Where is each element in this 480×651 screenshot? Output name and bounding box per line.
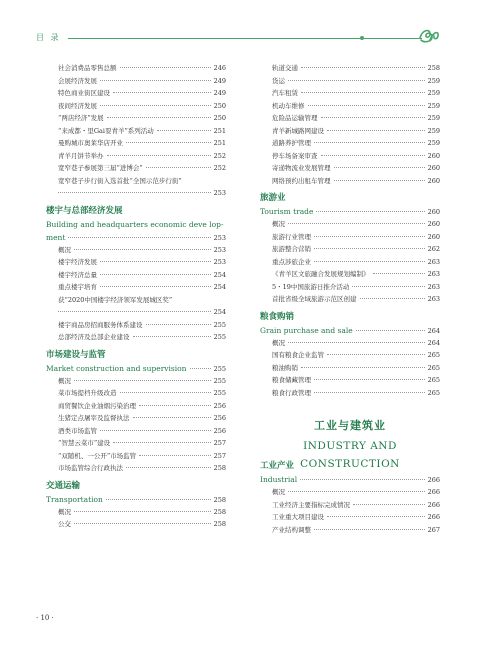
toc-entry[interactable] [46,425,226,438]
toc-entry[interactable] [260,387,440,400]
toc-leader [126,142,211,143]
toc-entry-page: 260 [427,232,440,241]
toc-entry-page: 259 [427,139,440,147]
toc-entry-title: “双随机、一公开”市场监管 [58,451,137,460]
toc-entry-title: 概况 [272,488,285,496]
toc-entry[interactable] [260,243,440,256]
toc-leader [356,330,425,331]
toc-leader [314,529,425,530]
toc-entry-title: 粮食行政管理 [272,388,311,397]
toc-entry-title: 概况 [58,376,71,385]
toc-leader [146,167,211,168]
toc-entry-page: 250 [213,114,226,122]
toc-leader [74,380,211,381]
toc-leader [321,117,425,118]
toc-entry[interactable] [46,319,226,332]
toc-leader [107,155,211,156]
toc-entry-page: 257 [213,451,226,460]
toc-left-column [46,62,226,531]
toc-entry[interactable] [260,112,440,125]
toc-entry-page: 255 [213,376,226,385]
toc-entry-title: 概况 [58,245,71,254]
toc-entry-title: 汽车租赁 [272,89,298,97]
toc-entry-page: 246 [213,64,226,72]
toc-entry[interactable] [46,462,226,475]
toc-leader [100,286,211,287]
toc-leader [68,237,210,238]
toc-entry-title: 《青羊区文旅融合发展规划编制》 [272,270,370,278]
toc-entry-page: 260 [427,176,440,185]
toc-entry[interactable] [260,499,440,512]
page-number: · 10 · [36,614,54,622]
toc-entry-page: 266 [427,513,440,521]
toc-entry[interactable] [46,112,226,125]
toc-entry-title: 获“2020中国楼宇经济领军发展城区奖” [58,295,173,304]
toc-entry-page: 259 [427,101,440,110]
toc-leader [360,298,425,299]
toc-entry-page: 255 [213,320,226,329]
toc-entry-title: 宽窄巷子步行街入选首批“全国示范步行街” [58,176,182,185]
toc-entry-title: 首批省级全域旅游示范区创建 [272,295,357,303]
toc-leader [314,261,425,262]
section-title-en[interactable] [260,324,440,337]
toc-leader [316,211,424,212]
header-rule [68,38,422,39]
toc-entry-page: 256 [213,414,226,422]
toc-leader [107,117,211,118]
toc-entry[interactable] [46,75,226,88]
toc-entry-page: 251 [213,126,226,135]
toc-leader [146,324,211,325]
toc-entry[interactable] [260,486,440,499]
toc-entry-page: 259 [427,89,440,97]
toc-leader [113,442,210,443]
toc-entry-title: 机动车维修 [272,101,305,110]
toc-entry-title: 市场监管综合行政执法 [58,464,123,472]
toc-entry-title: 楼宇商品房招商服务体系建设 [58,320,143,329]
toc-leader [373,273,425,274]
toc-entry-page: 258 [213,495,226,504]
section-title-en-text: Tourism trade [260,207,314,216]
toc-entry-page: 251 [213,139,226,147]
toc-entry[interactable] [46,175,226,188]
toc-leader [321,155,425,156]
toc-leader [58,311,211,312]
toc-entry-title: 酒类市场监管 [58,426,97,435]
toc-leader [314,392,425,393]
toc-entry[interactable] [46,87,226,100]
section-title-en[interactable] [260,473,440,486]
toc-entry-page: 252 [213,151,226,160]
toc-entry-page: 259 [427,126,440,135]
toc-right-column [260,62,440,536]
toc-entry-title: 重点楼宇培育 [58,283,97,291]
toc-leader [314,379,425,380]
toc-entry-page: 259 [427,76,440,85]
toc-entry[interactable] [46,269,226,282]
toc-entry-page: 264 [427,338,440,347]
toc-entry-title: 工业重大项目建设 [272,513,324,521]
toc-entry-title: 特色商业街区建设 [58,89,110,97]
toc-entry[interactable] [46,294,226,307]
toc-leader [301,67,425,68]
toc-entry-page: 255 [213,389,226,397]
toc-entry[interactable] [260,218,440,231]
toc-entry-page: 262 [427,245,440,253]
toc-entry-continuation[interactable] [46,306,226,319]
toc-entry-page: 258 [213,507,226,516]
toc-entry-page: 263 [427,270,440,278]
toc-entry-page: 263 [427,257,440,266]
toc-entry[interactable] [260,175,440,188]
toc-entry-page: 266 [427,476,440,484]
toc-leader [352,286,424,287]
toc-entry[interactable] [260,524,440,537]
toc-entry-title: 曼购城市奥莱华店开业 [58,139,123,147]
toc-leader [100,430,211,431]
toc-entry[interactable] [46,62,226,75]
section-title-cn: 市场建设与监管 [46,349,106,360]
toc-entry-title: “来成都・里Gai耍青羊”系列活动 [58,126,154,135]
toc-entry-title: 国有粮食企业监管 [272,351,324,359]
toc-entry-title: 青羊月饼节举办 [58,151,104,160]
toc-entry[interactable] [46,518,226,531]
part-title-en: INDUSTRY AND CONSTRUCTION [300,440,400,470]
header-label: 目 录 [36,33,61,42]
toc-entry[interactable] [260,231,440,244]
toc-leader [288,80,425,81]
toc-entry[interactable] [260,293,440,306]
toc-entry-page: 263 [427,282,440,291]
toc-entry-title: 菜市场提档升级改造 [58,389,117,397]
toc-entry-title: 粮油购销 [272,363,298,372]
section-title-en-text: Grain purchase and sale [260,325,353,335]
toc-entry-page: 253 [213,233,226,242]
toc-entry-page: 258 [213,520,226,528]
toc-entry[interactable] [260,75,440,88]
section-title-en[interactable] [46,493,226,506]
toc-leader [314,236,425,237]
toc-leader [314,248,425,249]
toc-entry[interactable] [46,450,226,463]
toc-entry-title: 粮食储藏管理 [272,376,311,384]
toc-leader [334,167,425,168]
section-title-cn: 交通运输 [46,480,81,491]
toc-entry-title: 旅游行业管理 [272,232,311,241]
toc-entry-title: 总部经济及总部企业建设 [58,333,130,341]
toc-entry-page: 254 [213,308,226,316]
toc-entry-page: 256 [213,401,226,410]
toc-entry-title: 楼宇经济总量 [58,270,97,279]
toc-entry-title: 社会消费品零售总额 [58,64,117,72]
toc-entry[interactable] [260,87,440,100]
section-title-cn: 粮食购销 [260,311,295,322]
toc-entry-page: 265 [427,363,440,372]
toc-entry[interactable] [46,281,226,294]
toc-leader [74,523,211,524]
toc-leader [74,249,211,250]
toc-entry-title: 概况 [272,220,285,228]
toc-entry-title: 概况 [58,507,71,516]
section-title-en-text: Market construction and supervision [46,363,187,373]
toc-entry-page: 260 [427,164,440,172]
section-title-en-text: Building and headquarters economic deve lop- [46,219,224,229]
toc-leader [288,342,425,343]
toc-leader [288,491,425,492]
toc-entry-page: 255 [213,364,226,373]
toc-entry-title: 产业结构调整 [272,525,311,534]
toc-entry[interactable] [260,281,440,294]
toc-leader [301,92,425,93]
section-title-en[interactable] [46,218,226,231]
header-dot [360,36,364,40]
section-title-cn: 旅游业 [260,193,286,203]
toc-entry[interactable] [46,137,226,150]
toc-leader [300,479,424,480]
section-title-en-text: Industrial [260,475,298,484]
toc-leader [327,516,425,517]
toc-entry-page: 259 [427,114,440,122]
toc-entry-title: 概况 [272,338,285,347]
toc-entry[interactable] [46,150,226,163]
toc-entry[interactable] [260,62,440,75]
toc-entry-page: 249 [213,89,226,97]
toc-leader [190,368,211,369]
toc-entry[interactable] [260,511,440,524]
toc-entry-page: 256 [213,426,226,435]
toc-entry-page: 253 [213,258,226,266]
toc-entry[interactable] [260,256,440,269]
toc-entry-title: 5・19中国旅游日推介活动 [272,282,350,291]
toc-entry-title: “两店经济”发展 [58,114,104,122]
toc-entry-page: 264 [427,326,440,335]
toc-entry-title: 货运 [272,76,285,85]
toc-leader [74,511,211,512]
toc-leader [288,223,425,224]
toc-leader [353,504,425,505]
toc-entry-title: 停车场备案审查 [272,151,318,160]
toc-entry-page: 253 [213,189,226,197]
toc-entry[interactable] [46,400,226,413]
toc-entry-page: 254 [213,270,226,279]
toc-leader [106,499,211,500]
section-title-cn: 楼宇与总部经济发展 [46,205,123,216]
toc-entry[interactable] [46,437,226,450]
toc-entry-page: 250 [213,101,226,110]
toc-entry-page: 265 [427,376,440,384]
toc-entry-page: 249 [213,76,226,85]
part-title-cn: 工业与建筑业 [314,419,386,432]
toc-entry-title: 轨道交通 [272,64,298,72]
toc-entry-page: 254 [213,283,226,291]
toc-entry-continuation[interactable] [46,187,226,200]
toc-leader [100,105,211,106]
toc-leader [133,417,211,418]
toc-leader [100,261,211,262]
swirl-logo-icon [418,26,440,44]
toc-entry[interactable] [46,375,226,388]
toc-entry[interactable] [46,100,226,113]
toc-leader [139,455,210,456]
toc-leader [120,392,211,393]
toc-leader [100,274,211,275]
toc-leader [301,367,425,368]
toc-entry[interactable] [260,162,440,175]
toc-entry-title: 旅游整合营销 [272,245,311,253]
toc-entry-title: 商贸餐饮企业油烟污染治理 [58,401,136,410]
toc-entry-page: 258 [427,64,440,72]
toc-leader [58,192,211,193]
toc-entry-title: 网络预约出租车管理 [272,176,331,185]
toc-entry[interactable] [260,337,440,350]
toc-entry-title: 宽窄巷子参展第三届“进博会” [58,164,143,172]
toc-entry-page: 255 [213,333,226,341]
toc-entry-page: 263 [427,295,440,303]
toc-leader [334,180,425,181]
toc-leader [139,405,211,406]
toc-entry-title: 楼宇经济发展 [58,258,97,266]
toc-entry[interactable] [46,125,226,138]
toc-entry[interactable] [260,137,440,150]
toc-entry-title: 会展经济发展 [58,76,97,85]
section-title-en-text: Transportation [46,494,103,504]
section-title-en-text: ment [46,232,66,242]
toc-entry-page: 260 [427,151,440,160]
toc-entry-title: 工业经济主要指标完成情况 [272,500,350,509]
toc-entry-title: 公交 [58,520,71,528]
toc-entry[interactable] [260,150,440,163]
toc-entry-title: 青羊新城路网建设 [272,126,324,135]
toc-entry[interactable] [46,244,226,257]
toc-entry-page: 252 [213,164,226,172]
toc-entry-title: 寄递物流业发展管理 [272,164,331,172]
section-title-en[interactable] [260,205,440,218]
toc-leader [157,130,211,131]
toc-leader [308,105,425,106]
section-title-cn: 工业产业 [260,461,295,471]
toc-leader [113,92,211,93]
toc-leader [100,80,211,81]
toc-entry-page: 260 [427,220,440,228]
toc-entry-page: 253 [213,245,226,254]
toc-entry[interactable] [46,506,226,519]
toc-entry-title: 夜间经济发展 [58,101,97,110]
toc-entry[interactable] [46,331,226,344]
toc-entry-page: 266 [427,500,440,509]
toc-entry-page: 265 [427,388,440,397]
toc-entry-page: 257 [213,439,226,447]
toc-entry-title: “智慧云菜市”建设 [58,439,111,447]
toc-entry-title: 生猪定点屠宰及监督执法 [58,414,130,422]
toc-entry[interactable] [46,412,226,425]
toc-entry-page: 258 [213,464,226,472]
toc-entry-title: 重点涉旅企业 [272,257,311,266]
toc-entry-title: 道路养护管理 [272,139,311,147]
toc-entry-page: 265 [427,351,440,359]
toc-leader [327,354,425,355]
toc-entry[interactable] [260,268,440,281]
toc-entry[interactable] [260,374,440,387]
toc-entry-title: 危险品运输管理 [272,114,318,122]
toc-entry-page: 266 [427,488,440,496]
section-title-en-continuation[interactable] [46,231,226,244]
toc-entry[interactable] [260,349,440,362]
toc-leader [120,67,211,68]
toc-leader [126,467,211,468]
toc-entry-page: 260 [427,208,440,216]
toc-entry[interactable] [46,387,226,400]
toc-leader [133,336,211,337]
toc-entry[interactable] [46,256,226,269]
toc-leader [327,130,425,131]
toc-entry[interactable] [260,362,440,375]
section-title-en[interactable] [46,362,226,375]
toc-entry[interactable] [260,100,440,113]
toc-entry[interactable] [46,162,226,175]
toc-entry-page: 267 [427,525,440,534]
toc-entry[interactable] [260,125,440,138]
toc-leader [314,142,425,143]
